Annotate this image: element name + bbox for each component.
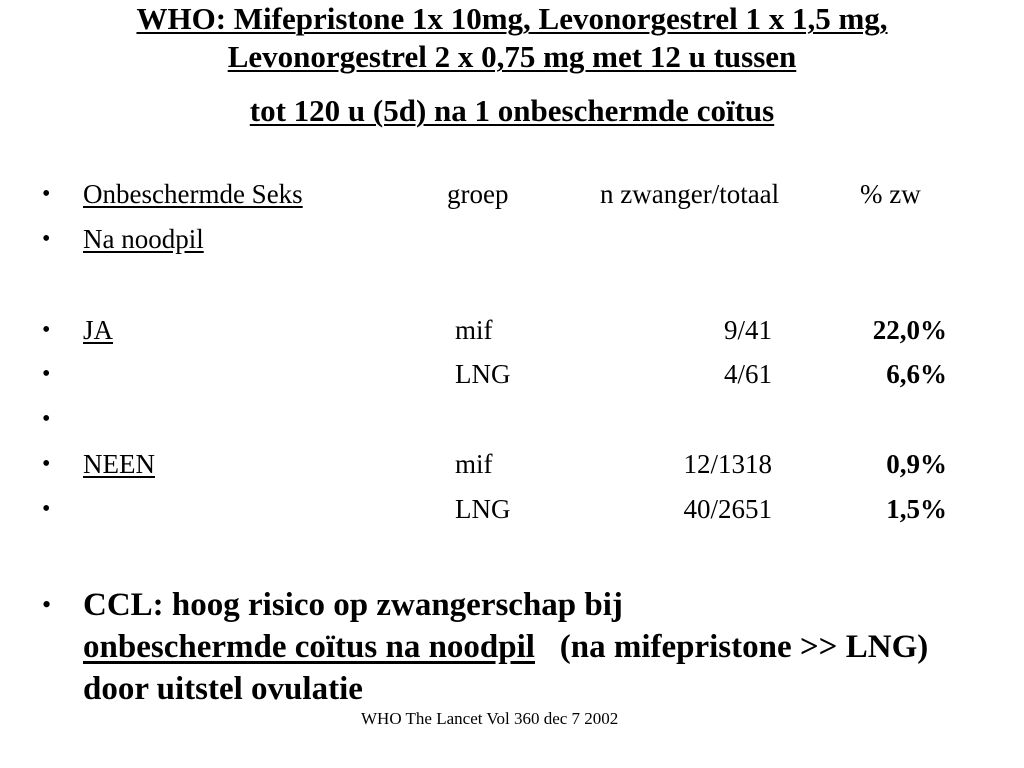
row-label: JA: [83, 315, 114, 345]
bullet-dot: •: [42, 451, 51, 477]
title-line-1: WHO: Mifepristone 1x 10mg, Levonorgestrel 1 x 1,5 mg,: [136, 1, 888, 36]
cell-pct-zw: 6,6%: [886, 359, 947, 389]
bullet-dot: •: [42, 590, 52, 619]
conclusion-text: [83, 584, 963, 710]
header-row-2: [0, 222, 1024, 256]
column-header-pct-zw: % zw: [860, 179, 921, 209]
bullet-dot: •: [42, 226, 51, 252]
bullet-dot: •: [42, 361, 51, 387]
cell-group: mif: [455, 315, 493, 345]
cell-n-zwanger: 40/2651: [683, 494, 772, 524]
cell-n-zwanger: 9/41: [723, 315, 772, 345]
table-row: [0, 447, 1024, 481]
column-header-groep: groep: [447, 179, 509, 209]
bullet-dot: •: [42, 496, 51, 522]
empty-row: [0, 402, 1024, 436]
conclusion-part-3: (na mifepristone >> LNG) door uitstel ovulatie: [83, 629, 929, 707]
cell-pct-zw: 0,9%: [886, 449, 947, 479]
conclusion-part-2-underlined: onbeschermde coïtus na noodpil: [83, 629, 535, 665]
cell-group: mif: [455, 449, 493, 479]
conclusion-part-1: CCL: hoog risico op zwangerschap bij: [83, 587, 623, 623]
table-row: [0, 313, 1024, 347]
header-label-onbeschermde-seks: Onbeschermde Seks: [83, 179, 303, 209]
bullet-dot: •: [42, 317, 51, 343]
cell-n-zwanger: 4/61: [723, 359, 772, 389]
table-row: [0, 357, 1024, 391]
header-label-na-noodpil: Na noodpil: [83, 224, 204, 254]
cell-n-zwanger: 12/1318: [683, 449, 772, 479]
cell-group: LNG: [455, 494, 511, 524]
cell-pct-zw: 22,0%: [872, 315, 947, 345]
column-header-n-zwanger: n zwanger/totaal: [600, 179, 780, 209]
header-row: [0, 177, 1024, 211]
row-label: NEEN: [83, 449, 155, 479]
source-citation: WHO The Lancet Vol 360 dec 7 2002: [361, 709, 619, 728]
bullet-dot: •: [42, 181, 51, 207]
title-line-2: Levonorgestrel 2 x 0,75 mg met 12 u tussen: [227, 39, 797, 74]
cell-group: LNG: [455, 359, 511, 389]
cell-pct-zw: 1,5%: [886, 494, 947, 524]
bullet-dot: •: [42, 406, 51, 432]
table-row: [0, 492, 1024, 526]
title-line-3: tot 120 u (5d) na 1 onbeschermde coïtus: [249, 93, 775, 128]
